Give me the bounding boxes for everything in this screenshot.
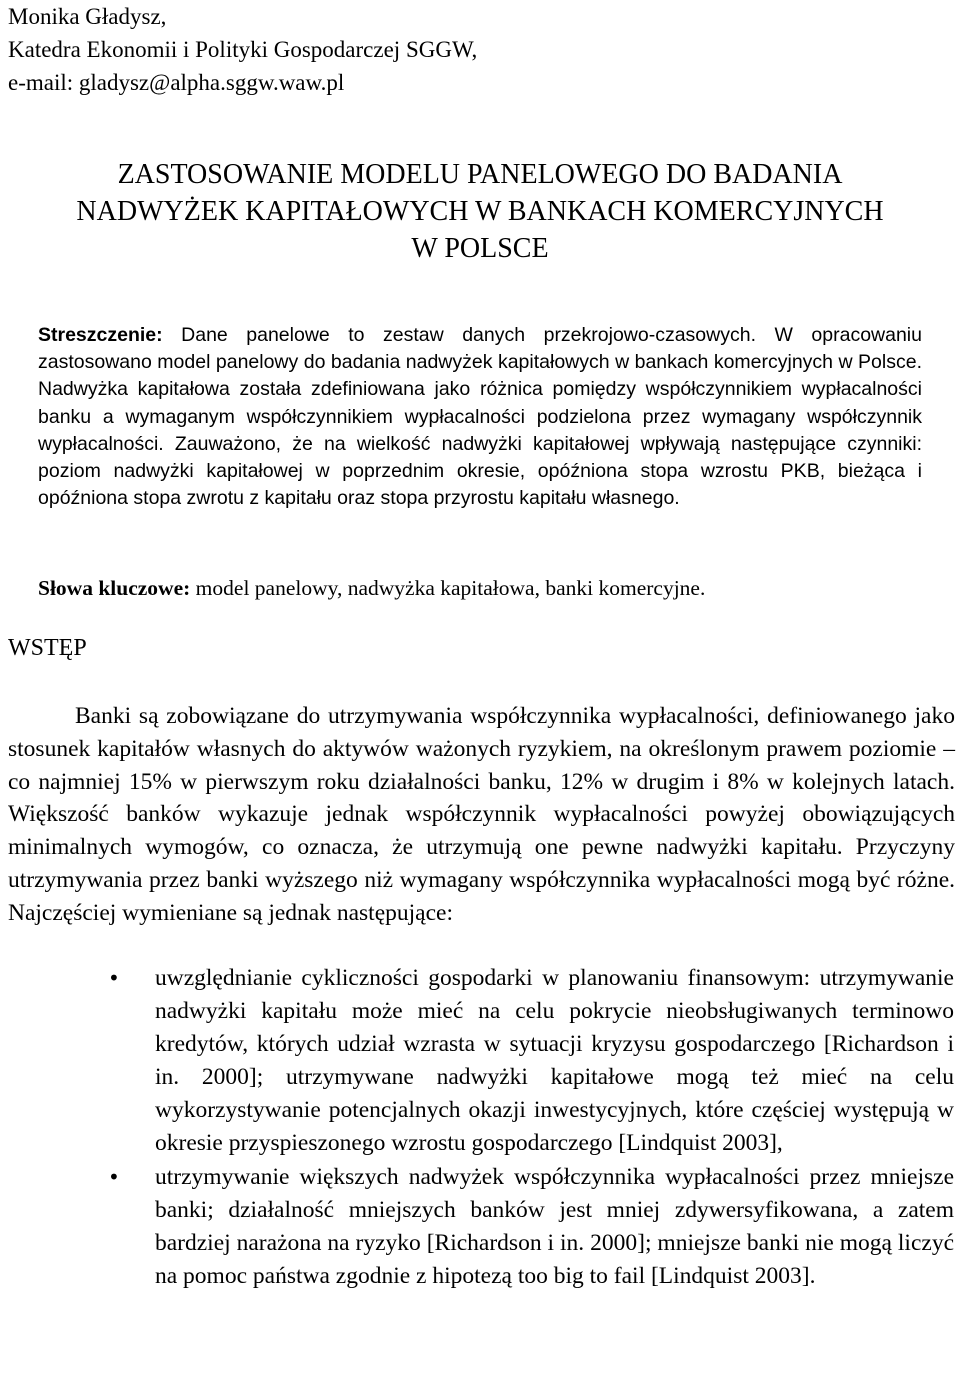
author-email: e-mail: gladysz@alpha.sggw.waw.pl xyxy=(8,70,345,95)
bullet-item-smaller-banks xyxy=(0,1161,960,1293)
bullet-text: uwzględnianie cykliczności gospodarki w planowaniu finansowym: utrzymywanie nadwyżki kapitału może mieć na celu pokrycie nieobsługiwanych terminowo kredytów, których udział wzrasta w sytuacji kryzysu gospodarczego [Richardson i in. 2000]; utrzymywane nadwyżki kapitałowe mogą też mieć na celu wykorzystywanie potencjalnych okazji inwestycyjnych, które częściej występują w okresie przyspieszonego wzrostu gospodarczego [Lindquist 2003], xyxy=(155,965,954,1157)
title-line-1: ZASTOSOWANIE MODELU PANELOWEGO DO BADANIA xyxy=(117,159,843,190)
paper-title xyxy=(0,156,960,267)
author-block xyxy=(8,0,477,99)
bullet-icon: • xyxy=(108,966,120,990)
bullet-text: utrzymywanie większych nadwyżek współczynnika wypłacalności przez mniejsze banki; działalność mniejszych banków jest mniej zdywersyfikowana, a zatem bardziej narażona na ryzyko [Richardson i in. 2000]; mniejsze banki nie mogą liczyć na pomoc państwa zgodnie z hipotezą too big to fail [Lindquist 2003]. xyxy=(155,1163,954,1289)
author-name: Monika Gładysz, xyxy=(8,4,167,29)
intro-paragraph: Banki są zobowiązane do utrzymywania współczynnika wypłacalności, definiowanego jako stosunek kapitałów własnych do aktywów ważonych ryzykiem, na określonym prawem poziomie – co najmniej 15% w pierwszym roku działalności banku, 12% w drugim i 8% w kolejnych latach. Większość banków wykazuje jednak współczynnik wypłacalności powyżej obowiązujących minimalnych wymogów, co oznacza, że utrzymują one pewne nadwyżki kapitału. Przyczyny utrzymywania przez banki wyższego niż wymagany współczynnika wypłacalności mogą być różne. Najczęściej wymieniane są jednak następujące: xyxy=(8,703,955,926)
bullet-list xyxy=(0,962,960,1293)
title-line-3: W POLSCE xyxy=(411,233,549,264)
abstract xyxy=(38,322,922,512)
title-line-2: NADWYŻEK KAPITAŁOWYCH W BANKACH KOMERCYJNYCH xyxy=(76,196,884,227)
author-affiliation: Katedra Ekonomii i Polityki Gospodarczej SGGW, xyxy=(8,37,478,62)
abstract-label: Streszczenie: xyxy=(38,324,163,346)
abstract-text: Dane panelowe to zestaw danych przekrojowo-czasowych. W opracowaniu zastosowano model panelowy do badania nadwyżek kapitałowych w bankach komercyjnych w Polsce. Nadwyżka kapitałowa została zdefiniowana jako różnica pomiędzy współczynnikiem wypłacalności banku a wymaganym współczynnikiem wypłacalności podzielona przez wymagany współczynnik wypłacalności. Zauważono, że na wielkość nadwyżki kapitałowej wpływają następujące czynniki: poziom nadwyżki kapitałowej w poprzednim okresie, opóźniona stopa wzrostu PKB, bieżąca i opóźniona stopa zwrotu z kapitału oraz stopa przyrostu kapitału własnego. xyxy=(38,324,922,510)
bullet-icon: • xyxy=(108,1164,120,1189)
keywords xyxy=(38,573,922,603)
section-heading: WSTĘP xyxy=(8,635,87,661)
keywords-text: model panelowy, nadwyżka kapitałowa, banki komercyjne. xyxy=(190,576,706,600)
bullet-item-cyclicality xyxy=(0,962,960,1161)
keywords-label: Słowa kluczowe: xyxy=(38,576,191,600)
